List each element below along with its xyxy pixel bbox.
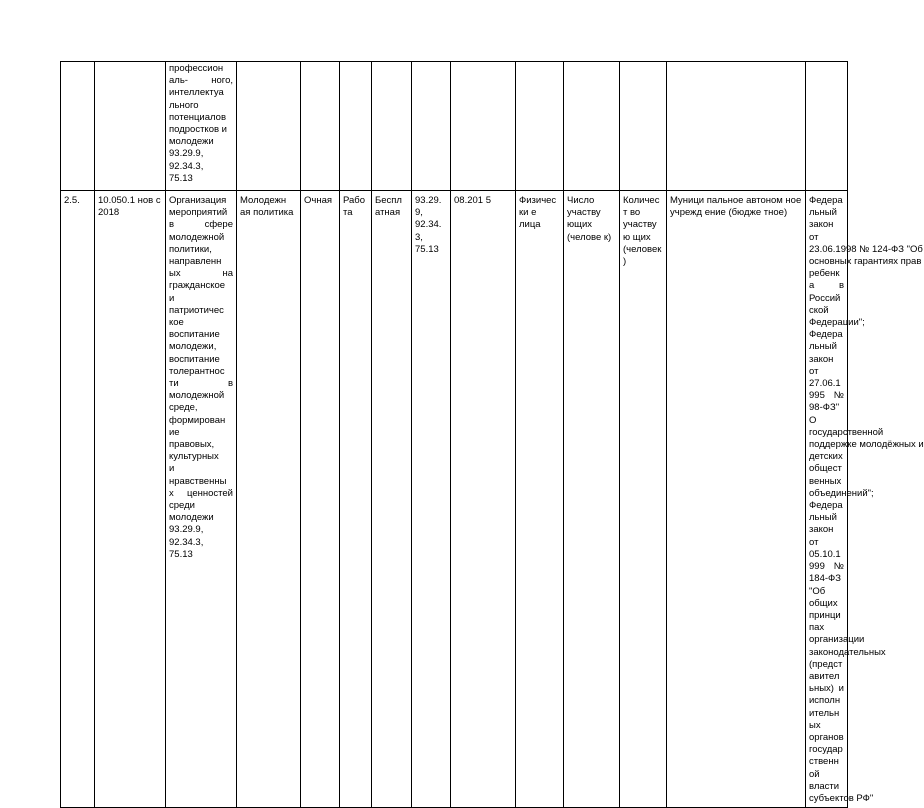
cell-law <box>806 62 848 191</box>
cell-type <box>340 62 372 191</box>
activity-line: ти в <box>169 378 233 390</box>
cell-form: Очная <box>301 191 340 808</box>
activity-line: 75.13 <box>169 548 193 560</box>
cell-law <box>806 191 924 808</box>
activity-line: подростков и <box>169 124 227 136</box>
cell-payment: Беспл атная <box>372 191 412 808</box>
cell-sphere: Молодежн ая политика <box>237 191 301 808</box>
cell-okved <box>412 191 451 808</box>
activity-line: професcион <box>169 63 224 74</box>
law-line: Федерации"; <box>809 317 865 329</box>
activity-line: направленн <box>169 256 222 268</box>
cell-institution <box>667 62 806 191</box>
activity-line: ых на <box>169 268 233 280</box>
activity-line: Организация <box>169 195 227 206</box>
activity-line: культурных <box>169 451 219 463</box>
cell-okved <box>412 62 451 191</box>
cell-num: 2.5. <box>61 191 95 808</box>
cell-indicator: Число участву ющих (челове к) <box>564 191 620 808</box>
law-line: общих принципах <box>809 597 841 634</box>
cell-consumers: Физически е лица <box>516 191 564 808</box>
table-row-2-5 <box>61 191 848 808</box>
activity-line: аль- ного, <box>169 75 233 87</box>
activity-line: среде, <box>169 402 198 414</box>
okved-line: 9, <box>415 207 423 219</box>
activity-line: 92.34.3, <box>169 536 204 548</box>
activity-line: толерантнос <box>169 365 225 377</box>
activity-line: молодежи <box>169 512 214 524</box>
cell-code: 10.050.1 нов с 2018 <box>95 191 166 808</box>
law-line: основных гарантиях прав <box>809 256 922 268</box>
cell-institution: Муници пальное автоном ное учрежд ение (бюдже тное) <box>667 191 806 808</box>
activity-line: интеллектуа <box>169 87 224 99</box>
activity-line: молодежи <box>169 136 214 148</box>
okved-line: 75.13 <box>415 243 439 255</box>
law-line: детских общественных <box>809 451 843 487</box>
activity-line: среди <box>169 500 195 512</box>
activity-line: 75.13 <box>169 172 193 184</box>
table-row-continued <box>61 62 848 191</box>
okved-line: 92.34. <box>415 219 442 231</box>
law-line: поддержке молодёжных и <box>809 439 924 451</box>
activity-line: 92.34.3, <box>169 160 204 172</box>
activity-line: молодежной <box>169 390 225 402</box>
cell-date <box>451 62 516 191</box>
activity-line: молодежи, <box>169 341 217 353</box>
activity-line: правовых, <box>169 439 215 451</box>
activity-line: льного <box>169 99 199 111</box>
law-line: объединений"; <box>809 487 874 499</box>
activity-line: патриотичес <box>169 304 224 316</box>
registry-table <box>60 61 924 808</box>
activity-line: кое <box>169 317 184 329</box>
cell-type: Рабо та <box>340 191 372 808</box>
law-line: Федеральный закон от <box>809 329 843 377</box>
law-line: организации <box>809 634 865 646</box>
cell-volume: Количест во участвую щих (человек) <box>620 191 667 808</box>
cell-num <box>61 62 95 191</box>
activity-line: мероприятий <box>169 207 228 219</box>
cell-activity <box>166 191 237 808</box>
law-line: государственной <box>809 426 884 438</box>
cell-form <box>301 62 340 191</box>
activity-line: ие <box>169 426 180 438</box>
cell-payment <box>372 62 412 191</box>
activity-line: х ценностей <box>169 487 233 499</box>
activity-line: формирован <box>169 414 226 426</box>
activity-line: воспитание <box>169 329 220 341</box>
activity-line: потенциалов <box>169 111 227 123</box>
okved-line: 93.29. <box>415 195 442 206</box>
activity-line: и <box>169 463 175 475</box>
activity-line: 93.29.9, <box>169 524 204 536</box>
law-line: 05.10.1999 № 184-ФЗ "Об <box>809 548 844 597</box>
cell-consumers <box>516 62 564 191</box>
law-line: Федеральный закон от <box>809 500 843 548</box>
cell-volume <box>620 62 667 191</box>
cell-sphere <box>237 62 301 191</box>
cell-code <box>95 62 166 191</box>
activity-line: гражданское <box>169 280 226 292</box>
activity-line: воспитание <box>169 353 220 365</box>
law-line: 23.06.1998 № 124-ФЗ "Об <box>809 243 923 255</box>
law-line: ребенка в Российской <box>809 268 844 316</box>
law-line: (представительных) и <box>809 658 844 695</box>
cell-activity-continued <box>166 62 237 191</box>
activity-line: политики, <box>169 243 212 255</box>
law-line: исполнительных органов <box>809 695 844 743</box>
law-line: государственной власти <box>809 744 843 792</box>
law-line: законодательных <box>809 646 886 658</box>
cell-indicator <box>564 62 620 191</box>
law-line: Федеральный закон от <box>809 195 843 243</box>
law-line: 27.06.1995 № 98-ФЗ" О <box>809 378 844 426</box>
activity-line: молодежной <box>169 231 225 243</box>
activity-line: нравственны <box>169 475 227 487</box>
law-line: субъектов РФ" <box>809 792 874 804</box>
activity-line: и <box>169 292 175 304</box>
okved-line: 3, <box>415 231 423 243</box>
cell-date: 08.201 5 <box>451 191 516 808</box>
activity-line: 93.29.9, <box>169 148 204 160</box>
activity-line: в сфере <box>169 219 233 231</box>
